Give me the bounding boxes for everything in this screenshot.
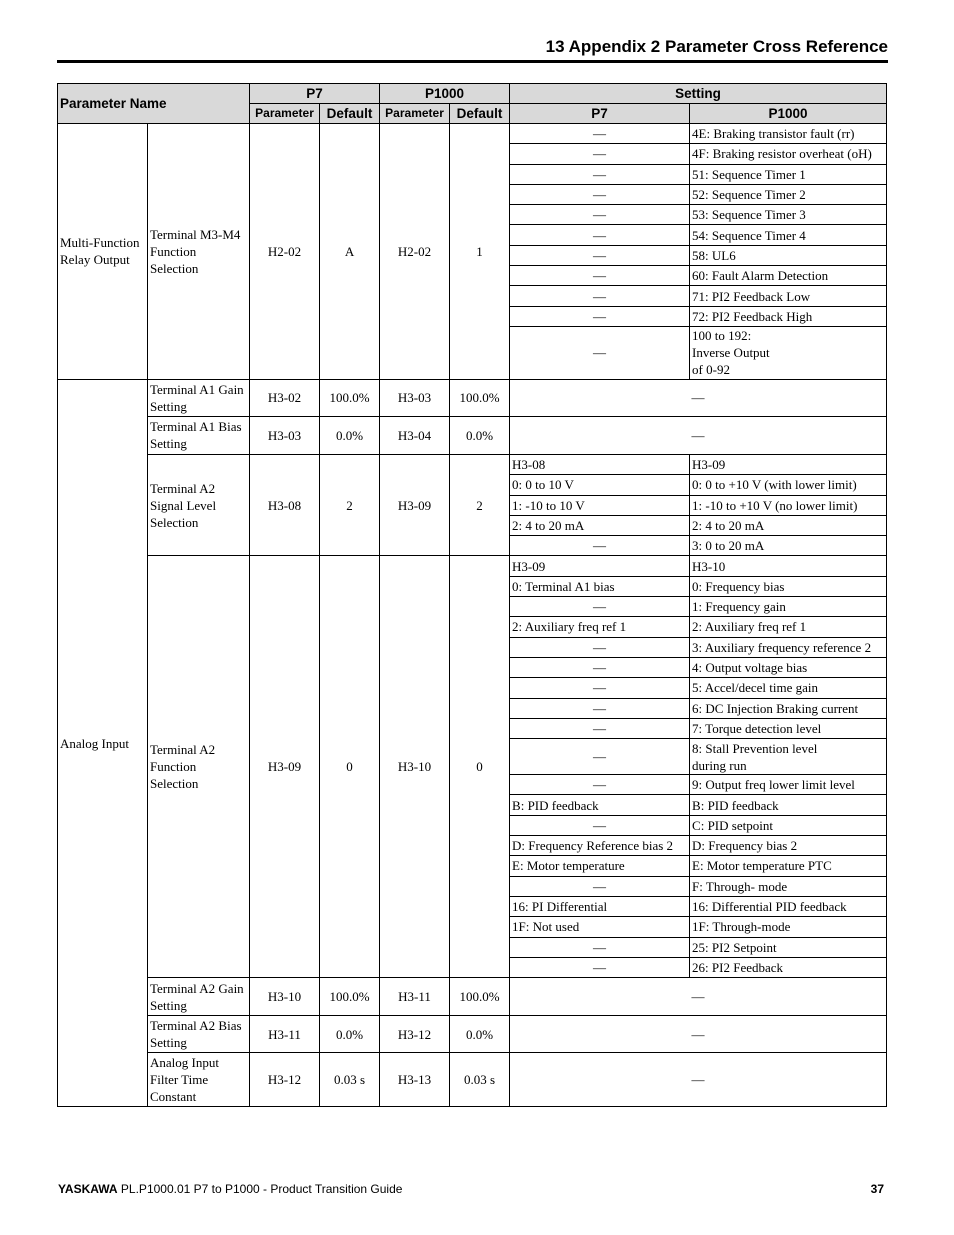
p7-default-cell: 0.0% (320, 416, 380, 454)
header-p7: P7 (250, 84, 380, 104)
p7-parameter-cell: H3-10 (250, 978, 320, 1016)
setting-p1000-cell: 3: Auxiliary frequency reference 2 (690, 637, 887, 657)
setting-p7-cell: — (510, 775, 690, 795)
header-p7-parameter: Parameter (250, 104, 320, 124)
table-row (58, 556, 887, 576)
p1000-default-cell: 100.0% (450, 379, 510, 416)
setting-p1000-cell: 6: DC Injection Braking current (690, 698, 887, 718)
p1000-default-cell: 0.03 s (450, 1053, 510, 1107)
setting-p1000-cell: F: Through- mode (690, 876, 887, 896)
header-setting-p7: P7 (510, 104, 690, 124)
header-p7-default: Default (320, 104, 380, 124)
table-row (58, 978, 887, 1016)
p1000-parameter-cell: H3-13 (380, 1053, 450, 1107)
setting-p7-cell: — (510, 536, 690, 556)
table-body (58, 124, 887, 1107)
setting-p1000-cell: 4: Output voltage bias (690, 657, 887, 677)
setting-p7-cell: H3-08 (510, 454, 690, 474)
setting-p7-cell: 2: Auxiliary freq ref 1 (510, 617, 690, 637)
setting-p7-cell: E: Motor temperature (510, 856, 690, 876)
setting-p7-cell: — (510, 124, 690, 144)
setting-cell: — (510, 416, 887, 454)
table-row (58, 454, 887, 474)
header-p1000: P1000 (380, 84, 510, 104)
setting-p1000-cell: 2: 4 to 20 mA (690, 515, 887, 535)
p1000-parameter-cell: H3-12 (380, 1016, 450, 1053)
setting-p1000-cell: 54: Sequence Timer 4 (690, 225, 887, 245)
p1000-default-cell: 0 (450, 556, 510, 978)
setting-p7-cell: — (510, 876, 690, 896)
setting-p1000-cell: H3-09 (690, 454, 887, 474)
setting-p1000-cell: 16: Differential PID feedback (690, 896, 887, 916)
p7-default-cell: 100.0% (320, 978, 380, 1016)
p7-default-cell: 2 (320, 454, 380, 555)
setting-p1000-cell: 7: Torque detection level (690, 718, 887, 738)
setting-p1000-cell: 4F: Braking resistor overheat (oH) (690, 144, 887, 164)
setting-p1000-cell: 2: Auxiliary freq ref 1 (690, 617, 887, 637)
setting-p7-cell: B: PID feedback (510, 795, 690, 815)
table-row (58, 1053, 887, 1107)
footer-doc-title: PL.P1000.01 P7 to P1000 - Product Transition Guide (120, 1182, 403, 1196)
p1000-default-cell: 1 (450, 124, 510, 380)
p1000-parameter-cell: H3-09 (380, 454, 450, 555)
setting-p7-cell: — (510, 164, 690, 184)
p1000-default-cell: 0.0% (450, 416, 510, 454)
setting-p7-cell: — (510, 184, 690, 204)
setting-p7-cell: — (510, 957, 690, 977)
p1000-default-cell: 2 (450, 454, 510, 555)
footer-brand: YASKAWA (58, 1182, 118, 1196)
p7-default-cell: 100.0% (320, 379, 380, 416)
p7-parameter-cell: H3-12 (250, 1053, 320, 1107)
setting-p7-cell: 1: -10 to 10 V (510, 495, 690, 515)
parameter-name-cell: Terminal M3-M4 Function Selection (148, 124, 250, 380)
setting-p7-cell: — (510, 718, 690, 738)
p1000-parameter-cell: H3-10 (380, 556, 450, 978)
setting-p7-cell: — (510, 597, 690, 617)
table-row (58, 124, 887, 144)
header-rule (57, 60, 888, 63)
group-cell-relay-output: Multi-Function Relay Output (58, 124, 148, 380)
p1000-parameter-cell: H3-03 (380, 379, 450, 416)
p7-parameter-cell: H3-02 (250, 379, 320, 416)
p7-default-cell: 0 (320, 556, 380, 978)
footer-doc-info (58, 1182, 402, 1196)
setting-p7-cell: — (510, 144, 690, 164)
p1000-parameter-cell: H3-04 (380, 416, 450, 454)
p7-parameter-cell: H3-08 (250, 454, 320, 555)
p7-parameter-cell: H3-09 (250, 556, 320, 978)
p7-parameter-cell: H2-02 (250, 124, 320, 380)
setting-p1000-cell: 5: Accel/decel time gain (690, 678, 887, 698)
p7-parameter-cell: H3-11 (250, 1016, 320, 1053)
p1000-default-cell: 0.0% (450, 1016, 510, 1053)
p1000-parameter-cell: H3-11 (380, 978, 450, 1016)
setting-p7-cell: D: Frequency Reference bias 2 (510, 836, 690, 856)
setting-p1000-cell: H3-10 (690, 556, 887, 576)
setting-p1000-cell: 3: 0 to 20 mA (690, 536, 887, 556)
setting-p1000-cell: E: Motor temperature PTC (690, 856, 887, 876)
setting-p1000-cell: 25: PI2 Setpoint (690, 937, 887, 957)
setting-p1000-cell: 51: Sequence Timer 1 (690, 164, 887, 184)
setting-p7-cell: — (510, 657, 690, 677)
setting-p1000-cell: 4E: Braking transistor fault (rr) (690, 124, 887, 144)
setting-p1000-cell: 8: Stall Prevention level during run (690, 739, 887, 775)
setting-p1000-cell: 60: Fault Alarm Detection (690, 266, 887, 286)
setting-p7-cell: 16: PI Differential (510, 896, 690, 916)
setting-p7-cell: — (510, 678, 690, 698)
parameter-name-cell: Terminal A1 Bias Setting (148, 416, 250, 454)
group-cell-analog-input: Analog Input (58, 379, 148, 1106)
setting-p1000-cell: 1: -10 to +10 V (no lower limit) (690, 495, 887, 515)
setting-p7-cell: 0: 0 to 10 V (510, 475, 690, 495)
setting-p7-cell: — (510, 815, 690, 835)
p7-default-cell: A (320, 124, 380, 380)
setting-cell: — (510, 1053, 887, 1107)
setting-p1000-cell: 53: Sequence Timer 3 (690, 205, 887, 225)
setting-p1000-cell: 100 to 192: Inverse Output of 0-92 (690, 326, 887, 379)
parameter-cross-reference-table (57, 83, 887, 1107)
p7-default-cell: 0.0% (320, 1016, 380, 1053)
setting-p1000-cell: 0: Frequency bias (690, 576, 887, 596)
setting-p7-cell: H3-09 (510, 556, 690, 576)
setting-p1000-cell: 26: PI2 Feedback (690, 957, 887, 977)
p1000-default-cell: 100.0% (450, 978, 510, 1016)
setting-p7-cell: 1F: Not used (510, 917, 690, 937)
setting-p1000-cell: 72: PI2 Feedback High (690, 306, 887, 326)
setting-p7-cell: — (510, 637, 690, 657)
header-p1000-default: Default (450, 104, 510, 124)
setting-p7-cell: — (510, 286, 690, 306)
setting-cell: — (510, 1016, 887, 1053)
p1000-parameter-cell: H2-02 (380, 124, 450, 380)
setting-p1000-cell: C: PID setpoint (690, 815, 887, 835)
setting-p7-cell: — (510, 306, 690, 326)
setting-p1000-cell: 0: 0 to +10 V (with lower limit) (690, 475, 887, 495)
setting-p7-cell: 0: Terminal A1 bias (510, 576, 690, 596)
setting-p7-cell: 2: 4 to 20 mA (510, 515, 690, 535)
p7-default-cell: 0.03 s (320, 1053, 380, 1107)
header-setting: Setting (510, 84, 887, 104)
parameter-name-cell: Terminal A1 Gain Setting (148, 379, 250, 416)
setting-p7-cell: — (510, 245, 690, 265)
setting-p1000-cell: 71: PI2 Feedback Low (690, 286, 887, 306)
setting-p7-cell: — (510, 937, 690, 957)
setting-p1000-cell: 58: UL6 (690, 245, 887, 265)
p7-parameter-cell: H3-03 (250, 416, 320, 454)
setting-p1000-cell: 52: Sequence Timer 2 (690, 184, 887, 204)
page-header-title: 13 Appendix 2 Parameter Cross Reference (545, 37, 888, 56)
setting-p7-cell: — (510, 225, 690, 245)
footer-page-number: 37 (870, 1182, 884, 1196)
setting-p7-cell: — (510, 205, 690, 225)
setting-p1000-cell: D: Frequency bias 2 (690, 836, 887, 856)
table-row (58, 379, 887, 416)
parameter-name-cell: Terminal A2 Signal Level Selection (148, 454, 250, 555)
parameter-name-cell: Terminal A2 Gain Setting (148, 978, 250, 1016)
setting-p7-cell: — (510, 739, 690, 775)
header-parameter-name: Parameter Name (58, 84, 250, 124)
parameter-name-cell: Terminal A2 Bias Setting (148, 1016, 250, 1053)
setting-p1000-cell: 1F: Through-mode (690, 917, 887, 937)
parameter-name-cell: Terminal A2 Function Selection (148, 556, 250, 978)
setting-p1000-cell: 1: Frequency gain (690, 597, 887, 617)
setting-p1000-cell: 9: Output freq lower limit level (690, 775, 887, 795)
setting-p7-cell: — (510, 698, 690, 718)
parameter-name-cell: Analog Input Filter Time Constant (148, 1053, 250, 1107)
table-row (58, 1016, 887, 1053)
setting-cell: — (510, 978, 887, 1016)
table-row (58, 416, 887, 454)
header-p1000-parameter: Parameter (380, 104, 450, 124)
setting-cell: — (510, 379, 887, 416)
setting-p1000-cell: B: PID feedback (690, 795, 887, 815)
setting-p7-cell: — (510, 266, 690, 286)
header-setting-p1000: P1000 (690, 104, 887, 124)
setting-p7-cell: — (510, 326, 690, 379)
